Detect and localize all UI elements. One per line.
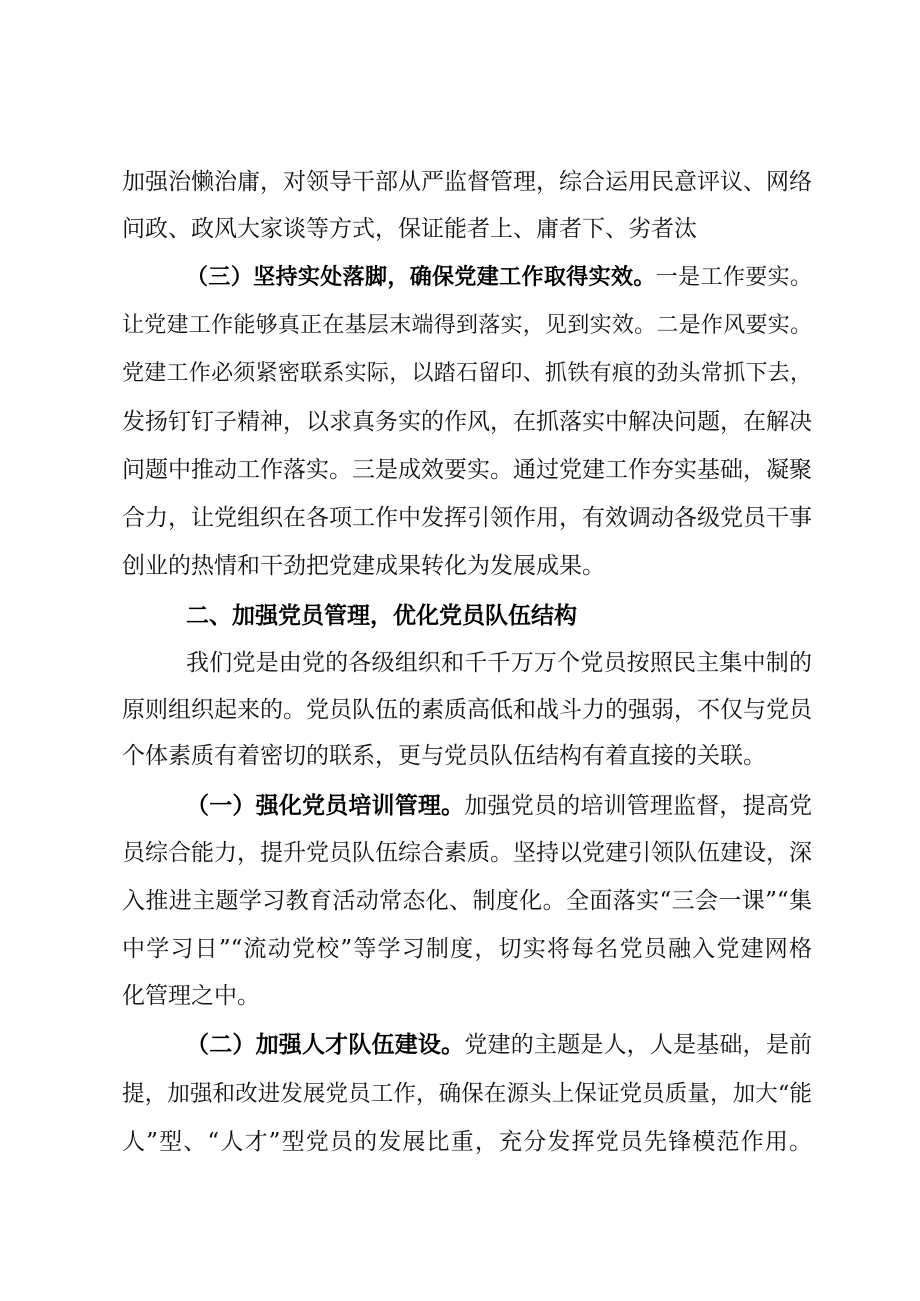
text-line [186, 1030, 812, 1060]
text-run: 一是工作要实。 [655, 265, 812, 290]
text-line: 加强治懒治庸，对领导干部从严监督管理，综合运用民意评议、网络 [122, 169, 812, 195]
text-line: 入推进主题学习教育活动常态化、制度化。全面落实“三会一课”“集 [122, 888, 812, 914]
text-line: 合力，让党组织在各项工作中发挥引领作用，有效调动各级党员干事 [122, 505, 812, 531]
text-run: 党建的主题是人，人是基础，是前 [464, 1032, 813, 1058]
text-line: 发扬钉钉子精神，以求真务实的作风，在抓落实中解决问题，在解决 [122, 409, 812, 435]
text-line: 个体素质有着密切的联系，更与党员队伍结构有着直接的关联。 [122, 743, 766, 769]
text-line: 问题中推动工作落实。三是成效要实。通过党建工作夯实基础，凝聚 [122, 457, 812, 483]
subsection-heading: （一）强化党员培训管理。 [186, 793, 465, 819]
text-line: 提，加强和改进发展党员工作，确保在源头上保证党员质量，加大“能 [122, 1081, 812, 1107]
text-line: 员综合能力，提升党员队伍综合素质。坚持以党建引领队伍建设，深 [122, 840, 812, 866]
text-line: 原则组织起来的。党员队伍的素质高低和战斗力的强弱，不仅与党员 [122, 697, 812, 723]
text-line: 党建工作必须紧密联系实际，以踏石留印、抓铁有痕的劲头常抓下去， [122, 361, 812, 386]
text-line [186, 263, 812, 293]
text-line: 让党建工作能够真正在基层末端得到落实，见到实效。二是作风要实。 [122, 313, 812, 338]
text-run: 加强党员的培训管理监督，提高党 [464, 793, 813, 819]
text-line: 问政、政风大家谈等方式，保证能者上、庸者下、劣者汰 [122, 216, 697, 242]
subsection-heading: （二）加强人才队伍建设。 [186, 1032, 465, 1058]
text-line [186, 791, 812, 821]
text-line: 化管理之中。 [122, 983, 260, 1009]
section-heading: 二、加强党员管理，优化党员队伍结构 [186, 603, 577, 629]
subsection-heading: （三）坚持实处落脚，确保党建工作取得实效。 [186, 265, 656, 290]
text-line: 创业的热情和干劲把党建成果转化为发展成果。 [122, 553, 605, 579]
text-line: 我们党是由党的各级组织和千千万万个党员按照民主集中制的 [186, 650, 812, 676]
text-line: 中学习日”“流动党校”等学习制度，切实将每名党员融入党建网格 [122, 936, 812, 962]
text-line: 人”型、“人才”型党员的发展比重，充分发挥党员先锋模范作用。 [122, 1129, 812, 1155]
